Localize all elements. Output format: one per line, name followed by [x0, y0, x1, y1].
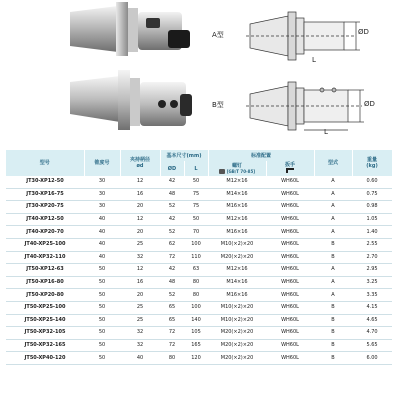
cell-model: JT40-XP12-50 — [6, 213, 84, 226]
table-row — [6, 188, 392, 201]
table-row — [6, 301, 392, 314]
cell-screw: M10(×2)×20 — [208, 301, 266, 314]
cell-taper: 40 — [84, 213, 120, 226]
header-clamp-shank-label: 夹持柄径 — [129, 157, 150, 163]
header-screw-note: [GB/T 70-85] — [226, 168, 256, 174]
header-dim-l: L — [184, 161, 208, 176]
header-clamp-sub: ød — [136, 163, 144, 169]
cell-length: 63 — [184, 264, 208, 277]
cell-wrench: WH60L — [266, 238, 314, 251]
cell-weight: 1.40 — [352, 226, 392, 239]
cell-clamp-diameter: 32 — [120, 327, 160, 340]
cell-outer-diameter: 72 — [160, 327, 184, 340]
table-row — [6, 264, 392, 277]
cell-outer-diameter: 42 — [160, 264, 184, 277]
table-row — [6, 213, 392, 226]
cell-screw: M20(×2)×20 — [208, 339, 266, 352]
cell-type: B — [314, 251, 352, 264]
cell-taper: 40 — [84, 251, 120, 264]
cell-type: A — [314, 276, 352, 289]
header-screw-label: 螺钉 — [231, 162, 242, 169]
cell-taper: 50 — [84, 289, 120, 302]
cell-outer-diameter: 42 — [160, 213, 184, 226]
cell-model: JT50-XP40-120 — [6, 352, 84, 365]
cell-length: 140 — [184, 314, 208, 327]
cell-length: 75 — [184, 188, 208, 201]
dim-d-label-b: ØD — [364, 100, 375, 108]
cell-clamp-diameter: 32 — [120, 251, 160, 264]
cell-wrench: WH60L — [266, 201, 314, 214]
header-wrench — [266, 161, 314, 176]
cell-weight: 0.98 — [352, 201, 392, 214]
cell-weight: 3.35 — [352, 289, 392, 302]
cell-screw: M20(×2)×20 — [208, 251, 266, 264]
cell-taper: 30 — [84, 188, 120, 201]
cell-taper: 40 — [84, 226, 120, 239]
product-figures — [0, 0, 400, 146]
cell-weight: 5.65 — [352, 339, 392, 352]
cell-length: 80 — [184, 289, 208, 302]
cell-screw: M20(×2)×20 — [208, 327, 266, 340]
cell-clamp-diameter: 25 — [120, 238, 160, 251]
cell-type: A — [314, 213, 352, 226]
table-row — [6, 238, 392, 251]
cell-taper: 50 — [84, 352, 120, 365]
cell-model: JT40-XP25-100 — [6, 238, 84, 251]
cell-type: A — [314, 289, 352, 302]
drawing-type-b — [236, 80, 386, 138]
cell-clamp-diameter: 12 — [120, 176, 160, 188]
header-taper: 锥度号 — [84, 150, 120, 176]
cell-type: B — [314, 238, 352, 251]
cell-length: 110 — [184, 251, 208, 264]
cell-wrench: WH60L — [266, 339, 314, 352]
cell-screw: M14×16 — [208, 188, 266, 201]
cell-taper: 40 — [84, 238, 120, 251]
header-weight-unit: (kg) — [366, 163, 378, 169]
cell-outer-diameter: 72 — [160, 251, 184, 264]
table-row — [6, 327, 392, 340]
cell-clamp-diameter: 16 — [120, 188, 160, 201]
cell-screw: M12×16 — [208, 176, 266, 188]
cell-model: JT50-XP32-165 — [6, 339, 84, 352]
type-b-label: B型 — [212, 101, 224, 109]
cell-outer-diameter: 48 — [160, 188, 184, 201]
cell-type: B — [314, 327, 352, 340]
header-model: 型号 — [6, 150, 84, 176]
cell-model: JT40-XP20-70 — [6, 226, 84, 239]
cell-length: 80 — [184, 276, 208, 289]
cell-wrench: WH60L — [266, 176, 314, 188]
cell-screw: M10(×2)×20 — [208, 314, 266, 327]
cell-model: JT40-XP32-110 — [6, 251, 84, 264]
cell-outer-diameter: 42 — [160, 176, 184, 188]
cell-type: A — [314, 201, 352, 214]
cell-weight: 4.15 — [352, 301, 392, 314]
cell-outer-diameter: 62 — [160, 238, 184, 251]
cell-taper: 50 — [84, 276, 120, 289]
cell-outer-diameter: 52 — [160, 226, 184, 239]
dim-d-label-a: ØD — [358, 28, 369, 36]
cell-weight: 0.60 — [352, 176, 392, 188]
cell-wrench: WH60L — [266, 276, 314, 289]
cell-model: JT50-XP16-80 — [6, 276, 84, 289]
cell-length: 120 — [184, 352, 208, 365]
cell-length: 100 — [184, 238, 208, 251]
cell-clamp-diameter: 32 — [120, 339, 160, 352]
cell-screw: M14×16 — [208, 276, 266, 289]
cell-length: 50 — [184, 213, 208, 226]
cell-type: B — [314, 314, 352, 327]
cell-outer-diameter: 52 — [160, 289, 184, 302]
cell-outer-diameter: 72 — [160, 339, 184, 352]
drawing-type-a — [236, 10, 386, 66]
cell-weight: 4.65 — [352, 314, 392, 327]
cell-outer-diameter: 65 — [160, 301, 184, 314]
cell-screw: M16×16 — [208, 201, 266, 214]
cell-taper: 50 — [84, 301, 120, 314]
cell-taper: 50 — [84, 339, 120, 352]
cell-wrench: WH60L — [266, 314, 314, 327]
header-screw — [208, 161, 266, 176]
cell-screw: M16×16 — [208, 289, 266, 302]
cell-weight: 6.00 — [352, 352, 392, 365]
cell-model: JT50-XP32-105 — [6, 327, 84, 340]
cell-clamp-diameter: 20 — [120, 226, 160, 239]
cell-clamp-diameter: 25 — [120, 314, 160, 327]
header-weight — [352, 150, 392, 176]
header-std-config: 标准配置 — [208, 150, 314, 161]
holder-photo-type-a — [70, 2, 200, 66]
cell-outer-diameter: 48 — [160, 276, 184, 289]
cell-model: JT50-XP20-80 — [6, 289, 84, 302]
cell-wrench: WH60L — [266, 301, 314, 314]
spec-table — [6, 150, 393, 365]
holder-photo-type-b — [70, 68, 200, 144]
header-weight-label: 重量 — [367, 157, 378, 163]
cell-weight: 1.05 — [352, 213, 392, 226]
cell-outer-diameter: 80 — [160, 352, 184, 365]
cell-screw: M12×16 — [208, 213, 266, 226]
cell-wrench: WH60L — [266, 289, 314, 302]
table-row — [6, 226, 392, 239]
table-row — [6, 314, 392, 327]
cell-weight: 2.95 — [352, 264, 392, 277]
cell-outer-diameter: 52 — [160, 201, 184, 214]
cell-taper: 50 — [84, 327, 120, 340]
cell-wrench: WH60L — [266, 352, 314, 365]
screw-icon — [219, 169, 225, 174]
cell-weight: 2.55 — [352, 238, 392, 251]
cell-clamp-diameter: 12 — [120, 213, 160, 226]
table-row — [6, 251, 392, 264]
cell-clamp-diameter: 25 — [120, 301, 160, 314]
cell-taper: 30 — [84, 176, 120, 188]
header-style: 型式 — [314, 150, 352, 176]
cell-model: JT30-XP20-75 — [6, 201, 84, 214]
cell-wrench: WH60L — [266, 264, 314, 277]
cell-clamp-diameter: 20 — [120, 201, 160, 214]
header-wrench-label: 扳手 — [285, 162, 296, 168]
cell-taper: 50 — [84, 314, 120, 327]
table-row — [6, 276, 392, 289]
cell-wrench: WH60L — [266, 188, 314, 201]
cell-length: 75 — [184, 201, 208, 214]
cell-model: JT50-XP25-100 — [6, 301, 84, 314]
spec-table-body — [6, 176, 392, 364]
cell-wrench: WH60L — [266, 226, 314, 239]
cell-wrench: WH60L — [266, 213, 314, 226]
cell-type: B — [314, 339, 352, 352]
cell-clamp-diameter: 40 — [120, 352, 160, 365]
cell-type: A — [314, 226, 352, 239]
cell-clamp-diameter: 20 — [120, 289, 160, 302]
cell-screw: M10(×2)×20 — [208, 238, 266, 251]
table-row — [6, 201, 392, 214]
cell-type: B — [314, 352, 352, 365]
header-basic-dims: 基本尺寸(mm) — [160, 150, 208, 161]
type-a-label: A型 — [212, 31, 224, 39]
cell-weight: 4.70 — [352, 327, 392, 340]
spec-table-header — [6, 150, 392, 176]
table-row — [6, 289, 392, 302]
cell-taper: 50 — [84, 264, 120, 277]
cell-type: B — [314, 301, 352, 314]
cell-length: 165 — [184, 339, 208, 352]
cell-model: JT50-XP12-63 — [6, 264, 84, 277]
table-row — [6, 352, 392, 365]
header-dim-d: ØD — [160, 161, 184, 176]
cell-model: JT30-XP12-50 — [6, 176, 84, 188]
header-clamp-shank — [120, 150, 160, 176]
table-row — [6, 176, 392, 188]
cell-type: A — [314, 176, 352, 188]
cell-wrench: WH60L — [266, 327, 314, 340]
cell-screw: M20(×2)×20 — [208, 352, 266, 365]
cell-taper: 30 — [84, 201, 120, 214]
table-row — [6, 339, 392, 352]
cell-clamp-diameter: 16 — [120, 276, 160, 289]
cell-outer-diameter: 65 — [160, 314, 184, 327]
dim-l-label-a: L — [312, 56, 316, 64]
cell-wrench: WH60L — [266, 251, 314, 264]
cell-length: 50 — [184, 176, 208, 188]
cell-screw: M16×16 — [208, 226, 266, 239]
cell-type: A — [314, 264, 352, 277]
cell-weight: 0.75 — [352, 188, 392, 201]
cell-weight: 3.25 — [352, 276, 392, 289]
cell-length: 70 — [184, 226, 208, 239]
cell-model: JT30-XP16-75 — [6, 188, 84, 201]
cell-model: JT50-XP25-140 — [6, 314, 84, 327]
cell-screw: M12×16 — [208, 264, 266, 277]
cell-weight: 2.70 — [352, 251, 392, 264]
cell-type: A — [314, 188, 352, 201]
dim-l-label-b: L — [324, 128, 328, 136]
cell-length: 105 — [184, 327, 208, 340]
cell-length: 100 — [184, 301, 208, 314]
hex-wrench-icon — [286, 168, 294, 173]
cell-clamp-diameter: 12 — [120, 264, 160, 277]
